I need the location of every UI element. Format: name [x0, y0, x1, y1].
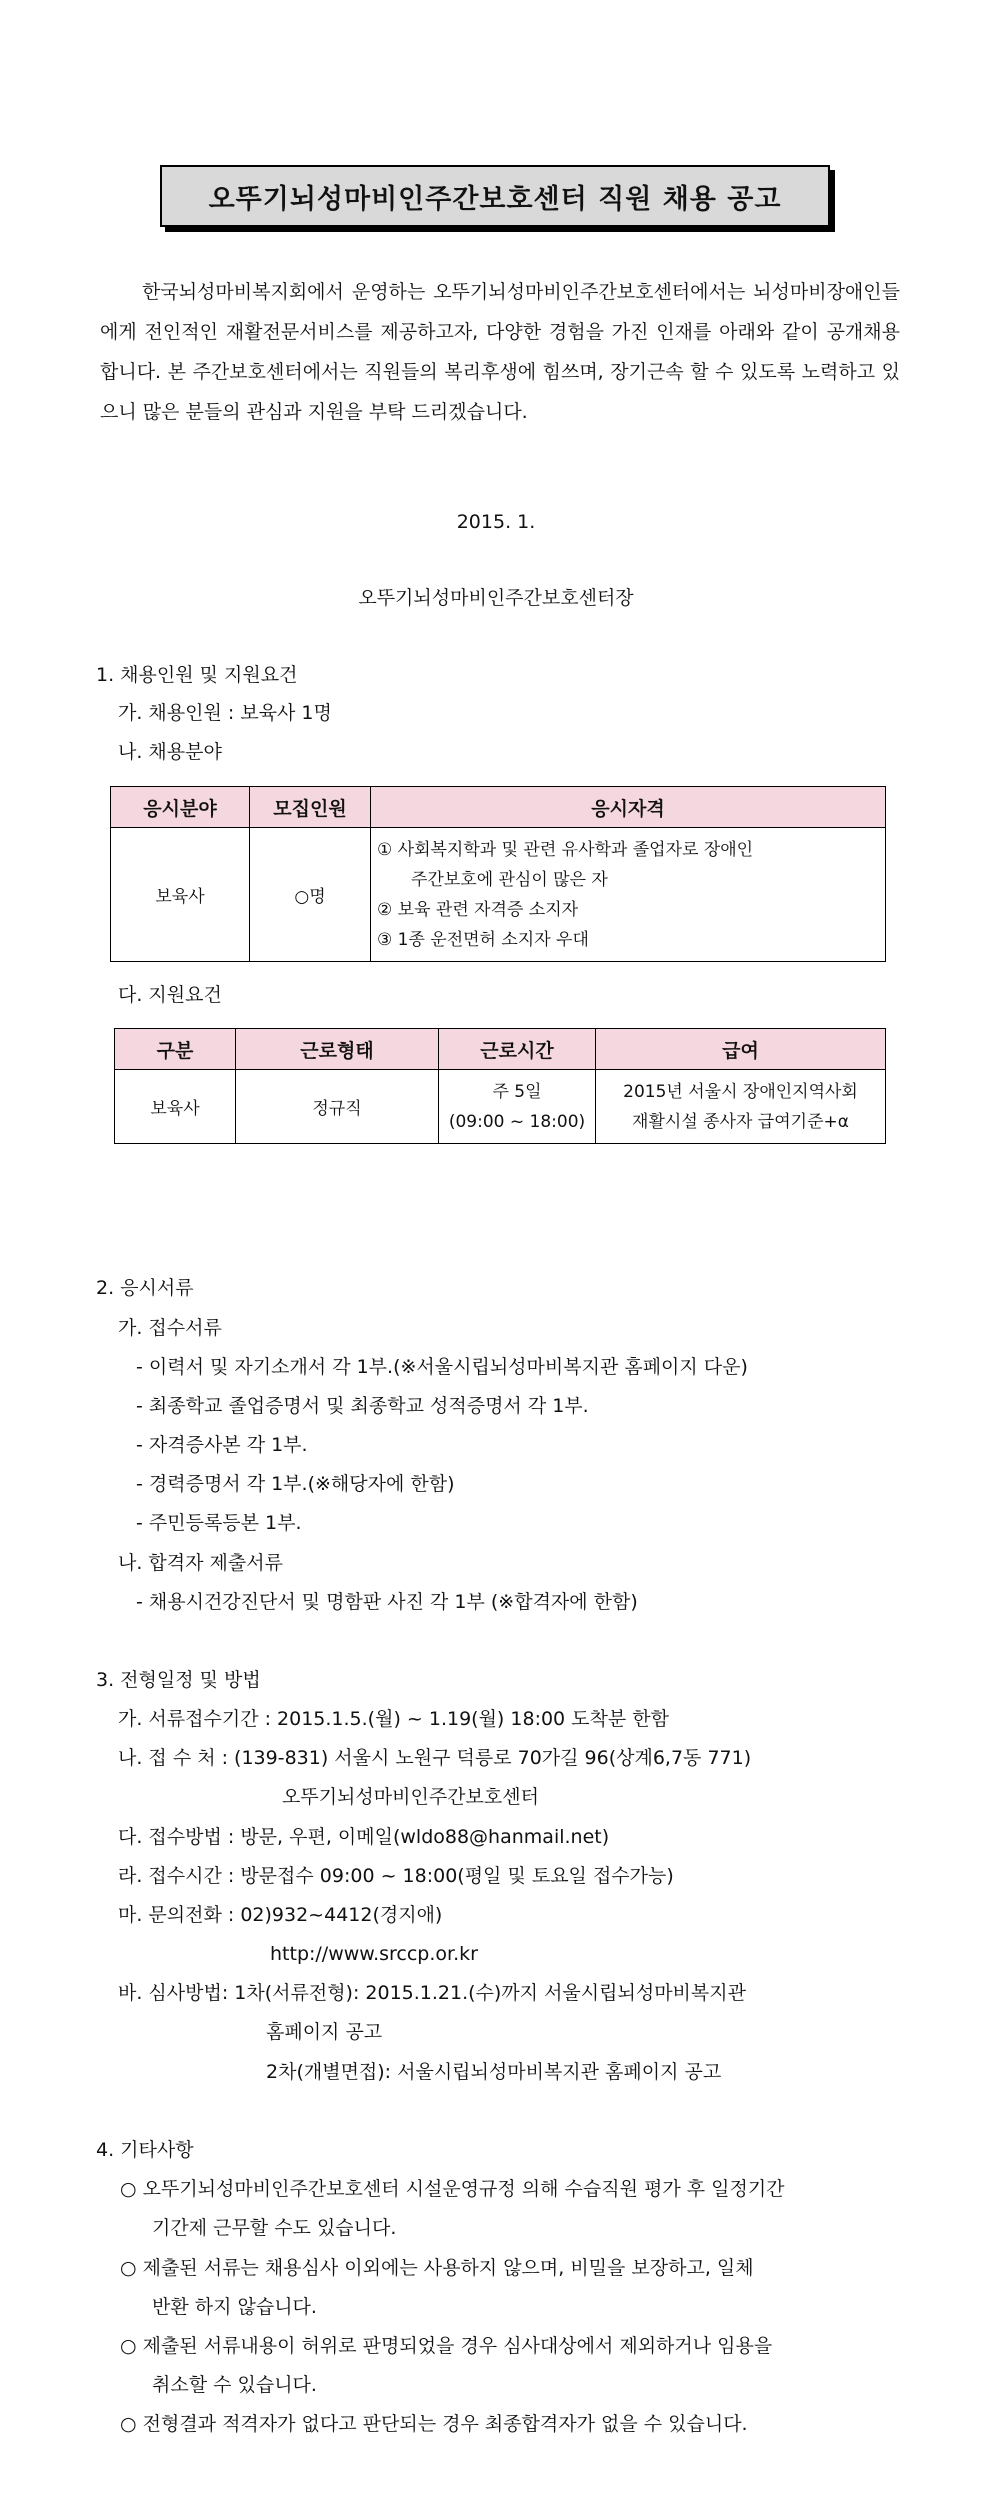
notice-title: 오뚜기뇌성마비인주간보호센터 직원 채용 공고 — [208, 183, 782, 215]
s2-doc-item: - 자격증사본 각 1부. — [136, 1434, 308, 1456]
cell-type: 정규직 — [236, 1070, 439, 1144]
s4-note: ○ 제출된 서류내용이 허위로 판명되었을 경우 심사대상에서 제외하거나 임용을 — [120, 2335, 773, 2357]
cell-count: ○명 — [250, 828, 371, 962]
section4-heading: 4. 기타사항 — [96, 2139, 194, 2161]
cell-pay: 2015년 서울시 장애인지역사회 재활시설 종사자 급여기준+α — [596, 1070, 886, 1144]
s4-note: ○ 오뚜기뇌성마비인주간보호센터 시설운영규정 의해 수습직원 평가 후 일정기간 — [120, 2178, 785, 2200]
s1-recruit-field: 나. 채용분야 — [118, 741, 222, 763]
s2-doc-item: - 최종학교 졸업증명서 및 최종학교 성적증명서 각 1부. — [136, 1395, 589, 1417]
th-pay: 급여 — [596, 1029, 886, 1070]
s3-address: 나. 접 수 처 : (139-831) 서울시 노원구 덕릉로 70가길 96(상계6,7동 771) — [118, 1747, 752, 1769]
th-count: 모집인원 — [250, 787, 371, 828]
issuer: 오뚜기뇌성마비인주간보호센터장 — [358, 587, 634, 609]
th-qualification: 응시자격 — [371, 787, 886, 828]
s3-address-name: 오뚜기뇌성마비인주간보호센터 — [282, 1786, 539, 1808]
s3-time: 라. 접수시간 : 방문접수 09:00 ~ 18:00(평일 및 토요일 접수가능) — [118, 1865, 674, 1887]
s2-doc-item: - 주민등록등본 1부. — [136, 1512, 302, 1534]
s3-period: 가. 서류접수기간 : 2015.1.5.(월) ~ 1.19(월) 18:00 도착분 한함 — [118, 1708, 669, 1730]
th-type: 근로형태 — [236, 1029, 439, 1070]
s3-review-2: 2차(개별면접): 서울시립뇌성마비복지관 홈페이지 공고 — [266, 2061, 722, 2083]
s2-passer-docs: 나. 합격자 제출서류 — [118, 1552, 283, 1574]
th-kind: 구분 — [115, 1029, 236, 1070]
cell-hours: 주 5일 (09:00 ~ 18:00) — [439, 1070, 596, 1144]
section2-heading: 2. 응시서류 — [96, 1277, 194, 1299]
s4-note: ○ 전형결과 적격자가 없다고 판단되는 경우 최종합격자가 없을 수 있습니다. — [120, 2413, 748, 2435]
s4-note-cont: 반환 하지 않습니다. — [152, 2296, 317, 2318]
th-hours: 근로시간 — [439, 1029, 596, 1070]
cell-kind: 보육사 — [115, 1070, 236, 1144]
s2-documents: 가. 접수서류 — [118, 1317, 222, 1339]
notice-date: 2015. 1. — [456, 511, 536, 533]
cell-field: 보육사 — [111, 828, 250, 962]
s2-doc-item: - 이력서 및 자기소개서 각 1부.(※서울시립뇌성마비복지관 홈페이지 다운) — [136, 1356, 748, 1378]
requirement-table — [114, 1028, 886, 1144]
section3-heading: 3. 전형일정 및 방법 — [96, 1669, 261, 1691]
s1-requirements: 다. 지원요건 — [118, 984, 222, 1006]
s3-website: http://www.srccp.or.kr — [270, 1943, 478, 1965]
s4-note-cont: 기간제 근무할 수도 있습니다. — [152, 2217, 397, 2239]
s1-recruit-count: 가. 채용인원 : 보육사 1명 — [118, 702, 332, 724]
section1-heading: 1. 채용인원 및 지원요건 — [96, 664, 298, 686]
s3-phone: 마. 문의전화 : 02)932~4412(경지애) — [118, 1904, 443, 1926]
s3-review-1: 바. 심사방법: 1차(서류전형): 2015.1.21.(수)까지 서울시립뇌성마비복지관 — [118, 1982, 746, 2004]
s4-note-cont: 취소할 수 있습니다. — [152, 2374, 317, 2396]
s2-doc-item: - 경력증명서 각 1부.(※해당자에 한함) — [136, 1473, 455, 1495]
cell-qualification: ① 사회복지학과 및 관련 유사학과 졸업자로 장애인 주간보호에 관심이 많은 자 ② 보육 관련 자격증 소지자 ③ 1종 운전면허 소지자 우대 — [371, 828, 886, 962]
s3-method: 다. 접수방법 : 방문, 우편, 이메일(wldo88@hanmail.net) — [118, 1826, 610, 1848]
s4-note: ○ 제출된 서류는 채용심사 이외에는 사용하지 않으며, 비밀을 보장하고, 일체 — [120, 2257, 754, 2279]
s2-passer-item: - 채용시건강진단서 및 명함판 사진 각 1부 (※합격자에 한함) — [136, 1591, 638, 1613]
s3-review-1b: 홈페이지 공고 — [266, 2021, 383, 2043]
qualification-table — [110, 786, 886, 962]
intro-paragraph: 한국뇌성마비복지회에서 운영하는 오뚜기뇌성마비인주간보호센터에서는 뇌성마비장애인들에게 전인적인 재활전문서비스를 제공하고자, 다양한 경험을 가진 인재를 아래와 같이 공개채용 합니다. 본 주간보호센터에서는 직원들의 복리후생에 힘쓰며, 장기근속 할 수 있도록 노력하고 있으니 많은 분들의 관심과 지원을 부탁 드리겠습니다. — [100, 281, 900, 423]
notice-title-box — [160, 165, 830, 227]
th-field: 응시분야 — [111, 787, 250, 828]
